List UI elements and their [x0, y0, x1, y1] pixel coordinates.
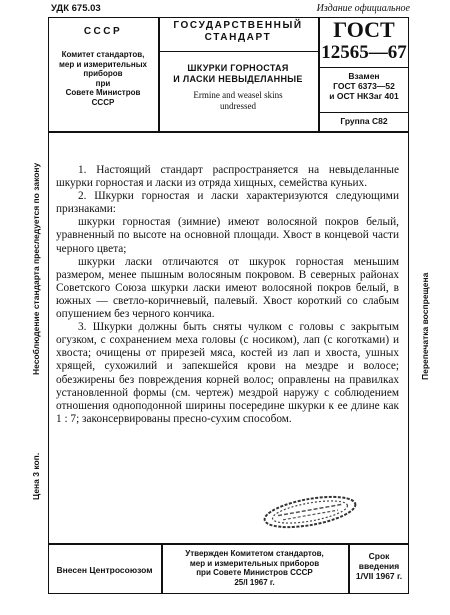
committee-line: Комитет стандартов, — [61, 50, 145, 59]
paragraph-5: 3. Шкурки должны быть сняты чулком с головы с закрытым огузком, с сохранением меха головы (с носиком), лап (с коготками) и хвоста; очищены от прирезей мяса, костей из лап и хвоста, ушных хрящей, сухожилий и запекшейся крови на мездре и волосе; обезжирены без повреждения корней волос; оправлены на правилках установленной формы (см. чертеж) мездрой наружу с соблюдением отношения одноподонной ширины посередине шкурки к ее длине как 1 : 7; законсервированы пресно-сухим способом. — [56, 321, 399, 425]
gost-number: 12565—67 — [321, 42, 407, 63]
product-title-line: И ЛАСКИ НЕВЫДЕЛАННЫЕ — [173, 74, 303, 84]
approved-by — [162, 549, 347, 587]
reprint-note: Перепечатка воспрещена — [420, 272, 430, 380]
standard-title — [159, 20, 317, 44]
gost-label: ГОСТ — [333, 17, 395, 42]
committee-line: при — [95, 78, 111, 88]
footer-divider — [48, 543, 409, 545]
group-divider — [319, 112, 409, 113]
committee-line: СССР — [91, 97, 115, 107]
product-title — [159, 63, 317, 85]
group-code: Группа С82 — [340, 116, 388, 126]
law-note: Несоблюдение стандарта преследуется по закону — [31, 162, 41, 375]
country-label: СССР — [83, 26, 123, 37]
official-edition-label: Издание официальное — [316, 3, 410, 14]
center-title-divider — [159, 51, 318, 52]
replaces-line: Взамен — [348, 71, 380, 81]
replaces-block — [319, 71, 409, 101]
committee-line: Совете Министров — [65, 88, 141, 97]
replaces-line: ГОСТ 6373—52 — [333, 81, 395, 91]
approved-line: Утвержден Комитетом стандартов, — [185, 549, 324, 558]
committee-block — [49, 50, 157, 107]
approved-line: при Совете Министров СССР — [196, 568, 313, 577]
english-title-line: undressed — [220, 100, 256, 111]
effective-line: 1/VII 1967 г. — [355, 571, 403, 581]
introduced-by: Внесен Центросоюзом — [56, 565, 153, 575]
approved-line: 25/I 1967 г. — [234, 577, 275, 587]
committee-line: мер и измерительных — [59, 59, 147, 69]
udk-code: УДК 675.03 — [51, 3, 101, 14]
english-title-line: Ermine and weasel skins — [193, 90, 283, 100]
standard-body — [56, 164, 399, 426]
header-divider — [48, 131, 409, 133]
price-note: Цена 3 коп. — [31, 452, 41, 500]
effective-line: Срок введения — [358, 551, 400, 571]
english-title — [159, 90, 317, 111]
gost-number-divider — [319, 67, 409, 68]
approved-line: мер и измерительных приборов — [189, 558, 320, 568]
replaces-line: и ОСТ НКЗаг 401 — [329, 91, 399, 101]
paragraph-3: шкурки горностая (зимние) имеют волосяной покров белый, уравненный по высоте на основной площади. Хвост в концевой части черного цвета; — [56, 216, 399, 255]
paragraph-1: 1. Настоящий стандарт распространяется на невыделанные шкурки горностая и ласки из отряда хищных, семейства куньих. — [56, 164, 399, 190]
standard-title-line: СТАНДАРТ — [204, 32, 272, 43]
effective-date — [349, 551, 409, 581]
standard-title-line: ГОСУДАРСТВЕННЫЙ — [173, 20, 303, 31]
paragraph-2: 2. Шкурки горностая и ласки характеризуются следующими признаками: — [56, 190, 399, 216]
committee-line: приборов — [83, 69, 123, 78]
paragraph-4: шкурки ласки отличаются от шкурок горностая меньшим размером, менее пышным волосяным покровом. В северных районах Советского Союза шкурки ласки имеют волосяной покров белый, в южных — светло-коричневый, палевый. Хвост короткий со слабым опушением без черного кончика. — [56, 255, 399, 321]
product-title-line: ШКУРКИ ГОРНОСТАЯ — [187, 63, 289, 73]
